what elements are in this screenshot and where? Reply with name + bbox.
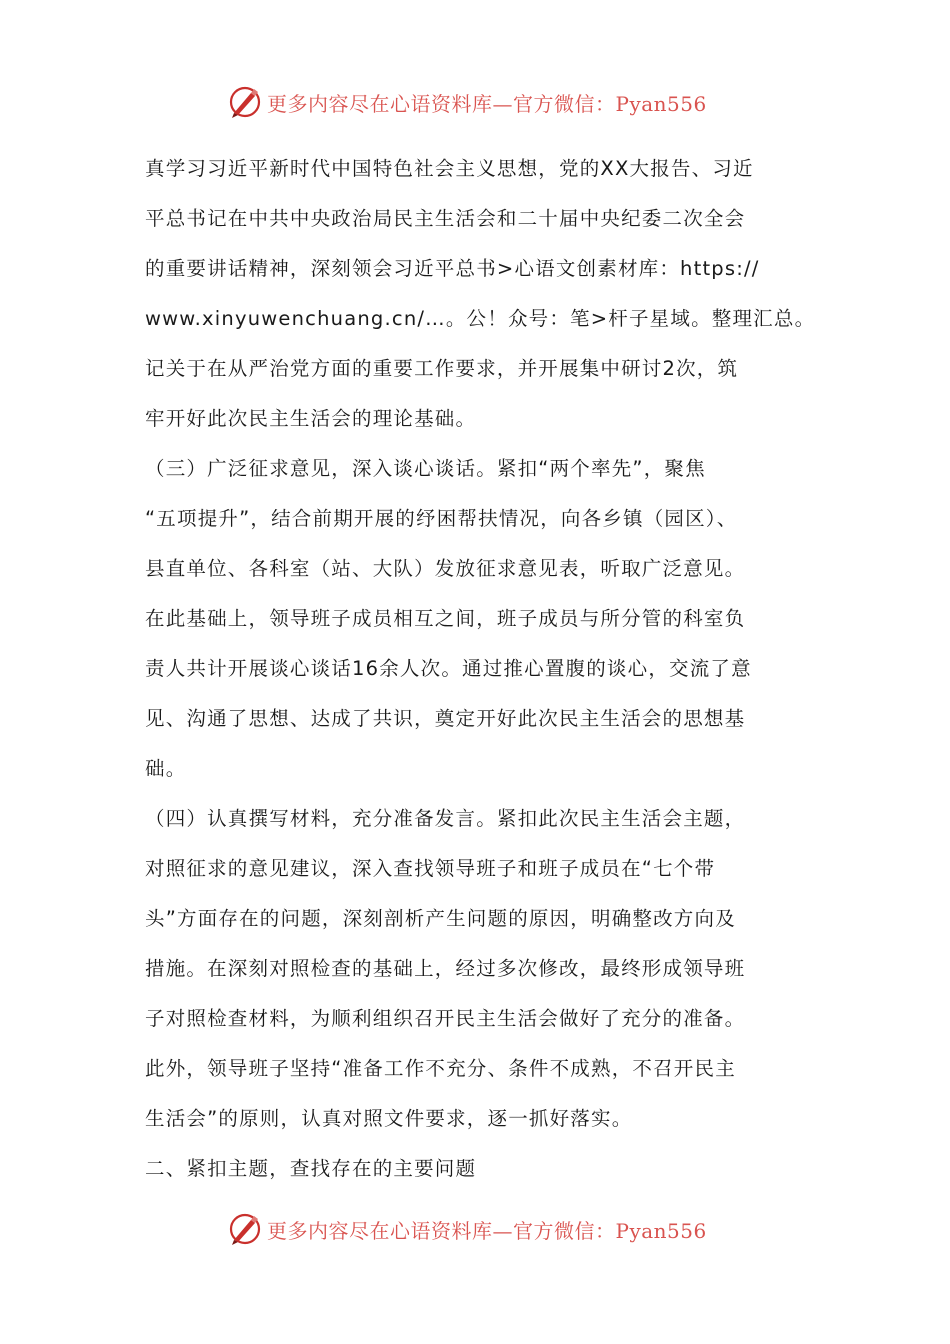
text-line: 牢开好此次民主生活会的理论基础。 xyxy=(145,407,477,430)
text-line: 子对照检查材料，为顺利组织召开民主生活会做好了充分的准备。 xyxy=(145,1007,746,1030)
text-line: 生活会”的原则，认真对照文件要求，逐一抓好落实。 xyxy=(145,1107,633,1130)
text-line: 础。 xyxy=(145,757,187,780)
text-line: （四）认真撰写材料，充分准备发言。紧扣此次民主生活会主题， xyxy=(145,807,746,830)
text-line: “五项提升”，结合前期开展的纾困帮扶情况，向各乡镇（园区）、 xyxy=(145,507,738,530)
header-banner xyxy=(227,82,707,122)
text-line: 措施。在深刻对照检查的基础上，经过多次修改，最终形成领导班 xyxy=(145,957,746,980)
footer-banner-text: 更多内容尽在心语资料库—官方微信：Pyan556 xyxy=(267,1218,707,1243)
text-line: 二、紧扣主题，查找存在的主要问题 xyxy=(145,1157,477,1180)
footer-banner xyxy=(227,1209,707,1249)
text-line: 对照征求的意见建议，深入查找领导班子和班子成员在“七个带 xyxy=(145,857,716,880)
text-line: （三）广泛征求意见，深入谈心谈话。紧扣“两个率先”，聚焦 xyxy=(145,457,706,480)
text-line: 记关于在从严治党方面的重要工作要求，并开展集中研讨2次，筑 xyxy=(145,357,739,380)
header-banner-text: 更多内容尽在心语资料库—官方微信：Pyan556 xyxy=(267,91,707,116)
text-line: 见、沟通了思想、达成了共识，奠定开好此次民主生活会的思想基 xyxy=(145,707,746,730)
text-line: 责人共计开展谈心谈话16余人次。通过推心置腹的谈心，交流了意 xyxy=(145,657,752,680)
text-line: 此外，领导班子坚持“准备工作不充分、条件不成熟，不召开民主 xyxy=(145,1057,736,1080)
pen-logo-icon xyxy=(227,1211,263,1247)
text-line: 在此基础上，领导班子成员相互之间，班子成员与所分管的科室负 xyxy=(145,607,746,630)
text-line: 平总书记在中共中央政治局民主生活会和二十届中央纪委二次全会 xyxy=(145,207,746,230)
pen-logo-icon xyxy=(227,84,263,120)
text-line: www.xinyuwenchuang.cn/…。公！众号：笔>杆子星域。整理汇总。 xyxy=(145,307,816,330)
text-line: 头”方面存在的问题，深刻剖析产生问题的原因，明确整改方向及 xyxy=(145,907,736,930)
text-line: 的重要讲话精神，深刻领会习近平总书>心语文创素材库：https:// xyxy=(145,257,760,280)
text-line: 真学习习近平新时代中国特色社会主义思想，党的XX大报告、习近 xyxy=(145,157,754,180)
document-body xyxy=(145,144,815,1194)
text-line: 县直单位、各科室（站、大队）发放征求意见表，听取广泛意见。 xyxy=(145,557,746,580)
